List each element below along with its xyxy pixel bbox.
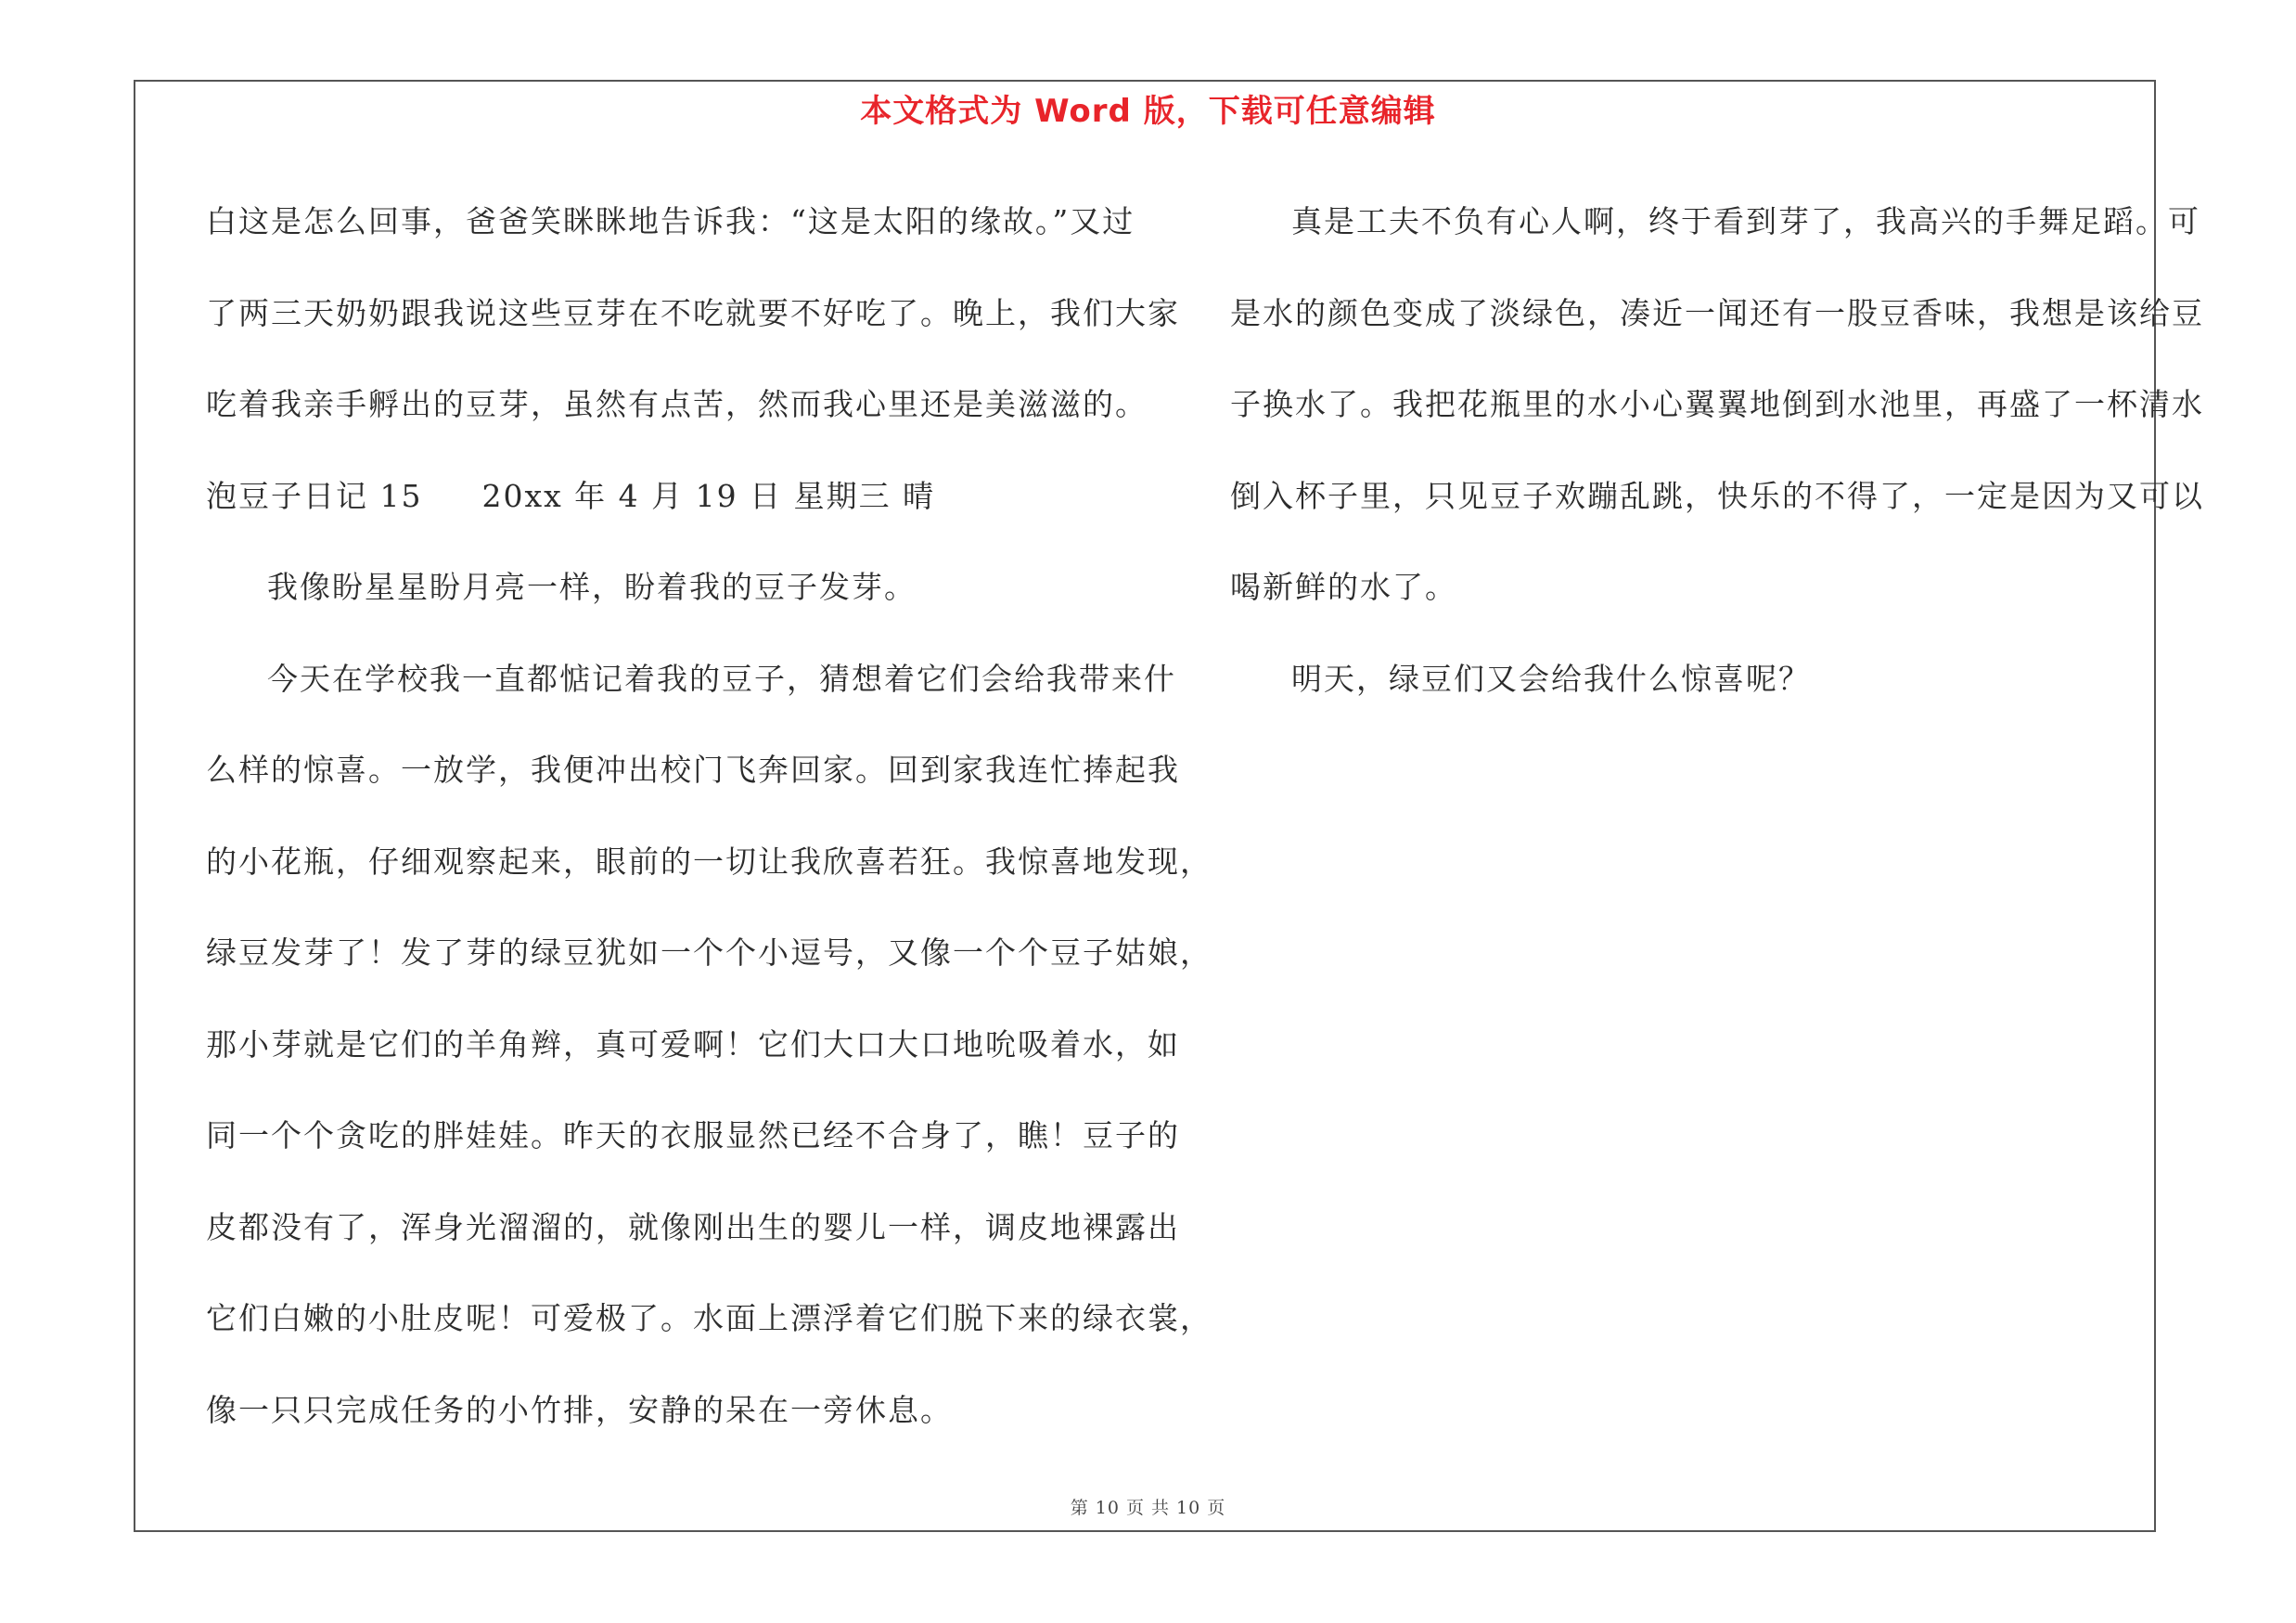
entry-date: 20xx 年 4 月 19 日 星期三 晴 <box>481 477 936 514</box>
document-header: 本文格式为 Word 版，下载可任意编辑 <box>860 93 1436 130</box>
left-column <box>206 176 1212 1456</box>
page-number: 第 10 页 共 10 页 <box>1070 1498 1226 1518</box>
text-line: 绿豆发芽了！发了芽的绿豆犹如一个个小逗号，又像一个个豆子姑娘， <box>206 934 1212 971</box>
text-line: 倒入杯子里，只见豆子欢蹦乱跳，快乐的不得了，一定是因为又可以 <box>1230 477 2204 514</box>
text-line: 像一只只完成任务的小竹排，安静的呆在一旁休息。 <box>206 1391 953 1428</box>
entry-title: 泡豆子日记 15 <box>206 477 423 514</box>
text-line: 么样的惊喜。一放学，我便冲出校门飞奔回家。回到家我连忙捧起我 <box>206 752 1180 788</box>
text-line: 是水的颜色变成了淡绿色，凑近一闻还有一股豆香味，我想是该给豆 <box>1230 294 2204 331</box>
text-line: 同一个个贪吃的胖娃娃。昨天的衣服显然已经不合身了，瞧！豆子的 <box>206 1117 1180 1153</box>
text-line: 那小芽就是它们的羊角辫，真可爱啊！它们大口大口地吮吸着水，如 <box>206 1025 1180 1063</box>
paragraph-line: 今天在学校我一直都惦记着我的豆子，猜想着它们会给我带来什 <box>267 660 1176 697</box>
text-line: 皮都没有了，浑身光溜溜的，就像刚出生的婴儿一样，调皮地裸露出 <box>206 1208 1180 1245</box>
text-line: 子换水了。我把花瓶里的水小心翼翼地倒到水池里，再盛了一杯清水 <box>1230 386 2204 422</box>
right-column <box>1230 176 2204 725</box>
text-line: 吃着我亲手孵出的豆芽，虽然有点苦，然而我心里还是美滋滋的。 <box>206 386 1148 422</box>
text-line: 喝新鲜的水了。 <box>1230 569 1457 605</box>
text-line: 的小花瓶，仔细观察起来，眼前的一切让我欣喜若狂。我惊喜地发现， <box>206 843 1212 880</box>
text-line: 它们白嫩的小肚皮呢！可爱极了。水面上漂浮着它们脱下来的绿衣裳， <box>206 1300 1212 1336</box>
diary-entry-heading <box>206 451 1137 543</box>
text-line: 白这是怎么回事，爸爸笑眯眯地告诉我：“这是太阳的缘故。”又过 <box>206 203 1135 239</box>
paragraph-line: 明天，绿豆们又会给我什么惊喜呢？ <box>1291 660 1811 697</box>
paragraph-line: 我像盼星星盼月亮一样，盼着我的豆子发芽。 <box>267 569 917 605</box>
text-line: 了两三天奶奶跟我说这些豆芽在不吃就要不好吃了。晚上，我们大家 <box>206 294 1180 331</box>
paragraph-line: 真是工夫不负有心人啊，终于看到芽了，我高兴的手舞足蹈。可 <box>1291 203 2200 239</box>
